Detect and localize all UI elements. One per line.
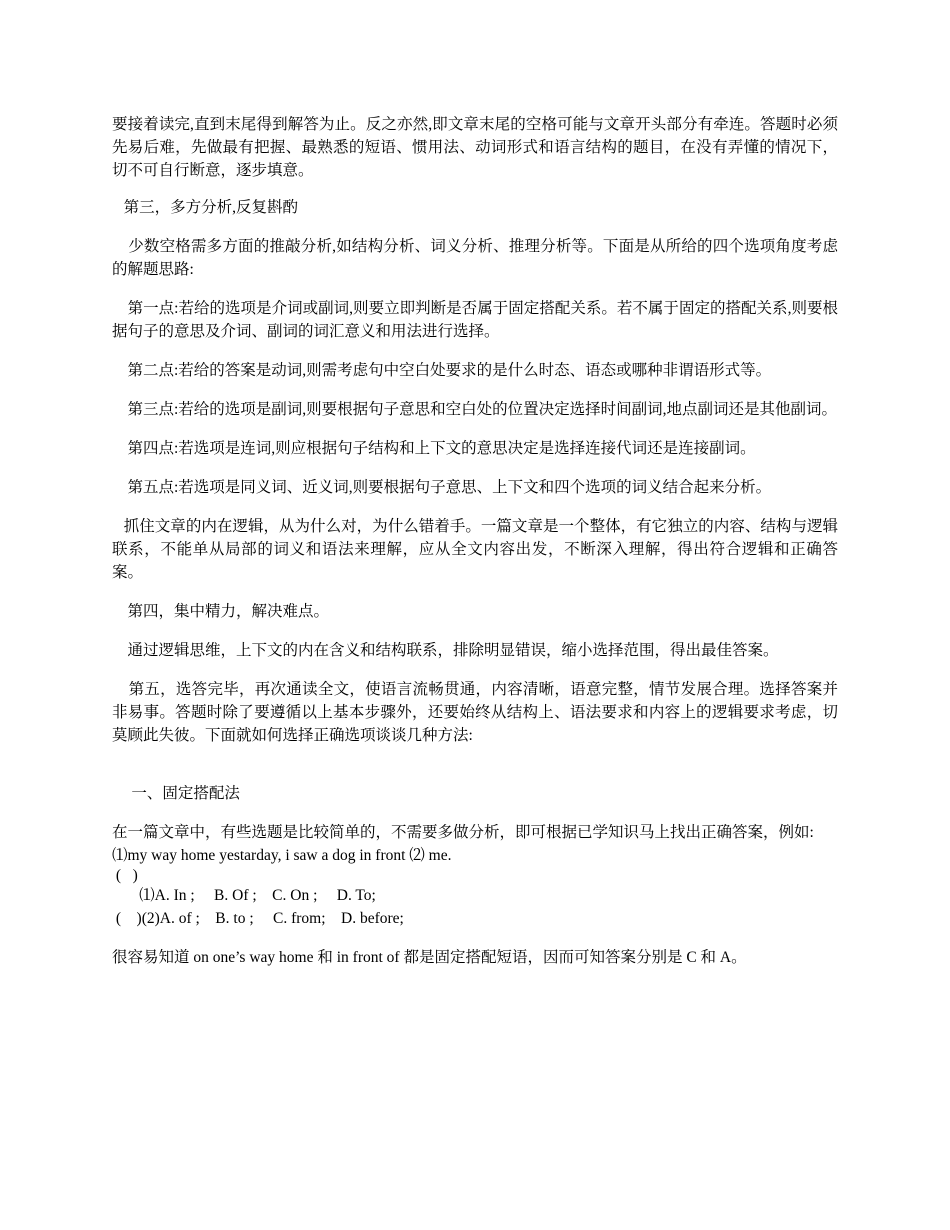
paragraph-point-2: 第二点:若给的答案是动词,则需考虑句中空白处要求的是什么时态、语态或哪种非谓语形式等。 (112, 362, 772, 379)
paragraph: 很容易知道 on one’s way home 和 in front of 都是固定搭配短语，因而可知答案分别是 C 和 A。 (112, 949, 747, 966)
paragraph-point-5: 第五点:若选项是同义词、近义词,则要根据句子意思、上下文和四个选项的词义结合起来分析。 (112, 479, 772, 496)
example-blank: ( ) (112, 867, 138, 884)
paragraph: 少数空格需多方面的推敲分析,如结构分析、词义分析、推理分析等。下面是从所给的四个选项角度考虑的解题思路: (112, 238, 838, 278)
section-heading: 一、固定搭配法 (112, 785, 240, 802)
paragraph-point-3: 第三点:若给的选项是副词,则要根据句子意思和空白处的位置决定选择时间副词,地点副词还是其他副词。 (112, 401, 838, 418)
paragraph-point-1: 第一点:若给的选项是介词或副词,则要立即判断是否属于固定搭配关系。若不属于固定的搭配关系,则要根据句子的意思及介词、副词的词汇意义和用法进行选择。 (112, 300, 839, 340)
paragraph-point-4: 第四点:若选项是连词,则应根据句子结构和上下文的意思决定是选择连接代词还是连接副词。 (112, 440, 756, 457)
paragraph: 第五，选答完毕，再次通读全文，使语言流畅贯通，内容清晰，语意完整，情节发展合理。选择答案并非易事。答题时除了要遵循以上基本步骤外，还要始终从结构上、语法要求和内容上的逻辑要求考虑，切莫顾此失彼。下面就如何选择正确选项谈谈几种方法: (112, 681, 838, 744)
example-options-2: ( )(2)A. of ; B. to ; C. from; D. before; (112, 910, 404, 927)
example-options-1: ⑴A. In ; B. Of ; C. On ; D. To; (112, 887, 376, 904)
document-page (112, 113, 838, 969)
paragraph: 抓住文章的内在逻辑，从为什么对，为什么错着手。一篇文章是一个整体，有它独立的内容、结构与逻辑联系，不能单从局部的词义和语法来理解，应从全文内容出发，不断深入理解，得出符合逻辑和正确答案。 (112, 518, 838, 581)
example-sentence: ⑴my way home yestarday, i saw a dog in front ⑵ me. (112, 847, 452, 864)
paragraph: 要接着读完,直到末尾得到解答为止。反之亦然,即文章末尾的空格可能与文章开头部分有牵连。答题时必须先易后难，先做最有把握、最熟悉的短语、惯用法、动词形式和语言结构的题目，在没有弄懂的情况下，切不可自行断意，逐步填意。 (112, 116, 838, 179)
section-heading: 第四，集中精力，解决难点。 (112, 603, 330, 620)
paragraph: 通过逻辑思维，上下文的内在含义和结构联系，排除明显错误，缩小选择范围，得出最佳答案。 (112, 642, 779, 659)
section-heading: 第三，多方分析,反复斟酌 (112, 199, 299, 216)
paragraph: 在一篇文章中，有些选题是比较简单的，不需要多做分析，即可根据已学知识马上找出正确答案，例如: (112, 824, 814, 841)
